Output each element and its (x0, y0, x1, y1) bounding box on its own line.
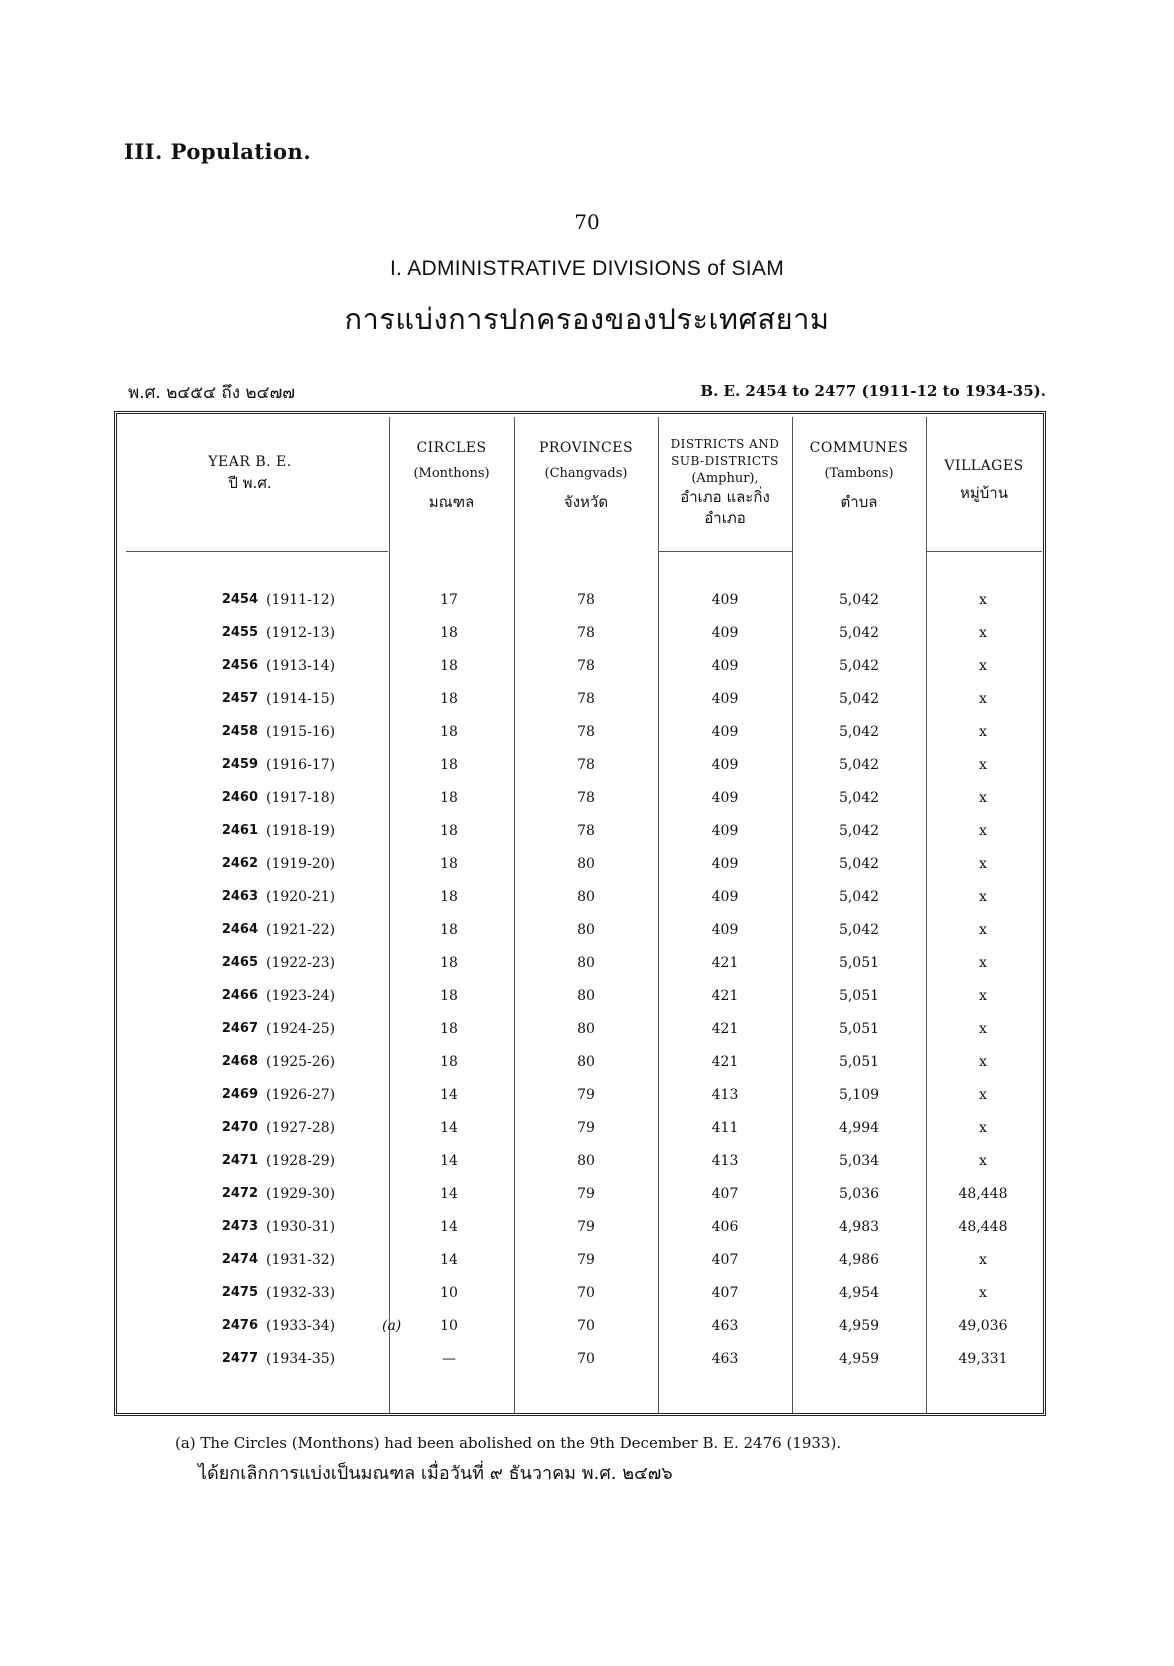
year-cell: 2467 (221, 1021, 258, 1036)
table-row (114, 988, 1046, 1021)
provinces-cell: 79 (577, 1087, 595, 1103)
districts-cell: 409 (711, 757, 739, 773)
circles-cell: 18 (440, 889, 458, 905)
header-villages (926, 458, 1042, 502)
villages-cell: 48,448 (958, 1219, 1008, 1235)
provinces-cell: 78 (577, 790, 595, 806)
table-row (114, 1285, 1046, 1318)
villages-cell: x (979, 790, 987, 806)
header-communes (792, 440, 926, 511)
provinces-cell: 78 (577, 625, 595, 641)
gregorian-year-cell: (1911-12) (266, 592, 336, 608)
communes-cell: 4,986 (838, 1252, 880, 1268)
provinces-cell: 78 (577, 724, 595, 740)
districts-cell: 409 (711, 823, 739, 839)
table-row (114, 856, 1046, 889)
year-cell: 2477 (221, 1351, 258, 1366)
districts-cell: 409 (711, 592, 739, 608)
year-cell: 2468 (221, 1054, 258, 1069)
period-english: B. E. 2454 to 2477 (1911-12 to 1934-35). (700, 382, 1046, 400)
year-cell: 2475 (221, 1285, 258, 1300)
districts-cell: 409 (711, 658, 739, 674)
gregorian-year-cell: (1913-14) (266, 658, 336, 674)
header-circles-en: CIRCLES (416, 440, 487, 456)
header-provinces-th: จังหวัด (563, 493, 609, 511)
gregorian-year-cell: (1922-23) (266, 955, 336, 971)
table-row (114, 1186, 1046, 1219)
header-year (160, 454, 340, 492)
provinces-cell: 80 (577, 889, 595, 905)
districts-cell: 409 (711, 790, 739, 806)
provinces-cell: 79 (577, 1252, 595, 1268)
header-circles-th: มณฑล (428, 493, 475, 511)
villages-cell: x (979, 988, 987, 1004)
provinces-cell: 78 (577, 658, 595, 674)
gregorian-year-cell: (1918-19) (266, 823, 336, 839)
provinces-cell: 70 (577, 1318, 595, 1334)
villages-cell: x (979, 625, 987, 641)
communes-cell: 4,983 (838, 1219, 880, 1235)
gregorian-year-cell: (1928-29) (266, 1153, 336, 1169)
table-row (114, 823, 1046, 856)
circles-cell: 18 (440, 988, 458, 1004)
provinces-cell: 78 (577, 757, 595, 773)
year-cell: 2466 (221, 988, 258, 1003)
gregorian-year-cell: (1921-22) (266, 922, 336, 938)
circles-cell: 18 (440, 823, 458, 839)
districts-cell: 421 (711, 1054, 739, 1070)
circles-cell: 10 (440, 1318, 458, 1334)
year-cell: 2454 (221, 592, 258, 607)
communes-cell: 4,959 (838, 1318, 880, 1334)
circles-cell: 18 (440, 955, 458, 971)
table-row (114, 625, 1046, 658)
year-cell: 2469 (221, 1087, 258, 1102)
villages-cell: x (979, 724, 987, 740)
communes-cell: 5,051 (838, 1021, 880, 1037)
districts-cell: 407 (711, 1285, 739, 1301)
table-row (114, 724, 1046, 757)
gregorian-year-cell: (1934-35) (266, 1351, 336, 1367)
gregorian-year-cell: (1927-28) (266, 1120, 336, 1136)
districts-cell: 409 (711, 889, 739, 905)
villages-cell: x (979, 856, 987, 872)
districts-cell: 407 (711, 1186, 739, 1202)
gregorian-year-cell: (1917-18) (266, 790, 336, 806)
villages-cell: x (979, 658, 987, 674)
districts-cell: 409 (711, 691, 739, 707)
year-cell: 2461 (221, 823, 258, 838)
year-cell: 2471 (221, 1153, 258, 1168)
districts-cell: 409 (711, 856, 739, 872)
provinces-cell: 78 (577, 691, 595, 707)
table-row (114, 1087, 1046, 1120)
villages-cell: x (979, 823, 987, 839)
table-row (114, 1054, 1046, 1087)
header-circles-paren: (Monthons) (413, 466, 490, 481)
gregorian-year-cell: (1916-17) (266, 757, 336, 773)
table-row (114, 922, 1046, 955)
provinces-cell: 80 (577, 988, 595, 1004)
gregorian-year-cell: (1912-13) (266, 625, 336, 641)
page-number: 70 (574, 210, 600, 234)
circles-cell: 18 (440, 1021, 458, 1037)
provinces-cell: 70 (577, 1351, 595, 1367)
villages-cell: x (979, 1120, 987, 1136)
communes-cell: 5,042 (838, 790, 880, 806)
year-cell: 2457 (221, 691, 258, 706)
districts-cell: 413 (711, 1153, 739, 1169)
communes-cell: 5,109 (838, 1087, 880, 1103)
communes-cell: 5,036 (838, 1186, 880, 1202)
villages-cell: x (979, 1021, 987, 1037)
gregorian-year-cell: (1925-26) (266, 1054, 336, 1070)
circles-cell: 10 (440, 1285, 458, 1301)
circles-cell: 18 (440, 625, 458, 641)
year-cell: 2458 (221, 724, 258, 739)
gregorian-year-cell: (1926-27) (266, 1087, 336, 1103)
villages-cell: x (979, 592, 987, 608)
communes-cell: 5,042 (838, 823, 880, 839)
circles-cell: 18 (440, 691, 458, 707)
circles-cell: 18 (440, 922, 458, 938)
circles-cell: 18 (440, 757, 458, 773)
year-cell: 2473 (221, 1219, 258, 1234)
year-cell: 2474 (221, 1252, 258, 1267)
table-row (114, 1153, 1046, 1186)
header-provinces-paren: (Changvads) (544, 466, 628, 481)
villages-cell: x (979, 1087, 987, 1103)
table-row (114, 757, 1046, 790)
gregorian-year-cell: (1931-32) (266, 1252, 336, 1268)
districts-cell: 421 (711, 988, 739, 1004)
table-row (114, 1252, 1046, 1285)
year-cell: 2476 (221, 1318, 258, 1333)
footnote-marker: (a) (382, 1318, 402, 1334)
header-communes-paren: (Tambons) (824, 466, 894, 481)
districts-cell: 421 (711, 955, 739, 971)
villages-cell: x (979, 1153, 987, 1169)
circles-cell: 14 (440, 1186, 458, 1202)
gregorian-year-cell: (1924-25) (266, 1021, 336, 1037)
villages-cell: x (979, 691, 987, 707)
circles-cell: 14 (440, 1087, 458, 1103)
gregorian-year-cell: (1923-24) (266, 988, 336, 1004)
communes-cell: 5,051 (838, 955, 880, 971)
villages-cell: x (979, 1285, 987, 1301)
districts-cell: 409 (711, 724, 739, 740)
villages-cell: x (979, 757, 987, 773)
header-provinces (514, 440, 658, 511)
header-rule (926, 551, 1042, 552)
provinces-cell: 80 (577, 1054, 595, 1070)
villages-cell: 48,448 (958, 1186, 1008, 1202)
gregorian-year-cell: (1930-31) (266, 1219, 336, 1235)
header-villages-th: หมู่บ้าน (960, 484, 1008, 502)
header-provinces-en: PROVINCES (538, 440, 634, 456)
communes-cell: 5,042 (838, 592, 880, 608)
villages-cell: x (979, 889, 987, 905)
circles-cell: — (442, 1351, 456, 1367)
villages-cell: x (979, 1252, 987, 1268)
districts-cell: 407 (711, 1252, 739, 1268)
districts-cell: 463 (711, 1318, 739, 1334)
section-heading: III. Population. (124, 139, 312, 164)
table-row (114, 955, 1046, 988)
circles-cell: 14 (440, 1219, 458, 1235)
provinces-cell: 80 (577, 1153, 595, 1169)
circles-cell: 18 (440, 790, 458, 806)
communes-cell: 5,034 (838, 1153, 880, 1169)
districts-cell: 411 (711, 1120, 739, 1136)
communes-cell: 4,959 (838, 1351, 880, 1367)
table-row (114, 658, 1046, 691)
circles-cell: 17 (440, 592, 458, 608)
footnote-english: (a) The Circles (Monthons) had been abolished on the 9th December B. E. 2476 (1933). (175, 1434, 842, 1452)
gregorian-year-cell: (1929-30) (266, 1186, 336, 1202)
header-communes-th: ตำบล (840, 493, 878, 511)
year-cell: 2455 (221, 625, 258, 640)
communes-cell: 4,994 (838, 1120, 880, 1136)
provinces-cell: 79 (577, 1120, 595, 1136)
villages-cell: x (979, 922, 987, 938)
year-cell: 2460 (221, 790, 258, 805)
header-districts-en2: SUB-DISTRICTS (671, 454, 779, 468)
circles-cell: 18 (440, 658, 458, 674)
communes-cell: 5,042 (838, 889, 880, 905)
provinces-cell: 79 (577, 1219, 595, 1235)
districts-cell: 413 (711, 1087, 739, 1103)
communes-cell: 5,042 (838, 658, 880, 674)
table-row (114, 592, 1046, 625)
table-row (114, 1021, 1046, 1054)
communes-cell: 5,042 (838, 625, 880, 641)
year-cell: 2464 (221, 922, 258, 937)
communes-cell: 5,042 (838, 757, 880, 773)
table-row (114, 790, 1046, 823)
header-rule (658, 551, 792, 552)
header-villages-en: VILLAGES (944, 458, 1024, 474)
communes-cell: 5,042 (838, 724, 880, 740)
villages-cell: 49,331 (958, 1351, 1008, 1367)
gregorian-year-cell: (1933-34) (266, 1318, 336, 1334)
districts-cell: 406 (711, 1219, 739, 1235)
provinces-cell: 70 (577, 1285, 595, 1301)
table-row (114, 691, 1046, 724)
provinces-cell: 80 (577, 922, 595, 938)
circles-cell: 14 (440, 1153, 458, 1169)
circles-cell: 18 (440, 856, 458, 872)
villages-cell: x (979, 1054, 987, 1070)
table-row (114, 1318, 1046, 1351)
table-row (114, 1351, 1046, 1384)
provinces-cell: 80 (577, 856, 595, 872)
gregorian-year-cell: (1932-33) (266, 1285, 336, 1301)
header-districts-th2: อำเภอ (704, 509, 746, 527)
table-body (114, 592, 1046, 1384)
provinces-cell: 79 (577, 1186, 595, 1202)
gregorian-year-cell: (1914-15) (266, 691, 336, 707)
circles-cell: 14 (440, 1252, 458, 1268)
gregorian-year-cell: (1919-20) (266, 856, 336, 872)
communes-cell: 5,042 (838, 922, 880, 938)
districts-cell: 409 (711, 625, 739, 641)
communes-cell: 4,954 (838, 1285, 880, 1301)
header-circles (389, 440, 514, 511)
table-title-thai: การแบ่งการปกครองของประเทศสยาม (344, 302, 830, 336)
header-communes-en: COMMUNES (809, 440, 909, 456)
header-rule (126, 551, 388, 552)
circles-cell: 18 (440, 1054, 458, 1070)
year-cell: 2465 (221, 955, 258, 970)
provinces-cell: 80 (577, 1021, 595, 1037)
provinces-cell: 80 (577, 955, 595, 971)
table-title-english: I. ADMINISTRATIVE DIVISIONS of SIAM (389, 257, 785, 280)
districts-cell: 421 (711, 1021, 739, 1037)
communes-cell: 5,051 (838, 988, 880, 1004)
villages-cell: x (979, 955, 987, 971)
year-cell: 2472 (221, 1186, 258, 1201)
header-year-th: ปี พ.ศ. (228, 474, 272, 492)
header-districts-th1: อำเภอ และกิ่ง (680, 488, 770, 506)
header-year-en: YEAR B. E. (208, 454, 292, 470)
year-cell: 2459 (221, 757, 258, 772)
provinces-cell: 78 (577, 592, 595, 608)
year-cell: 2462 (221, 856, 258, 871)
provinces-cell: 78 (577, 823, 595, 839)
villages-cell: 49,036 (958, 1318, 1008, 1334)
districts-cell: 463 (711, 1351, 739, 1367)
table-row (114, 1120, 1046, 1153)
gregorian-year-cell: (1915-16) (266, 724, 336, 740)
header-districts-paren: (Amphur), (691, 471, 759, 486)
footnote-thai: ได้ยกเลิกการแบ่งเป็นมณฑล เมื่อวันที่ ๙ ธันวาคม พ.ศ. ๒๔๗๖ (198, 1463, 673, 1484)
communes-cell: 5,051 (838, 1054, 880, 1070)
year-cell: 2456 (221, 658, 258, 673)
period-thai: พ.ศ. ๒๔๕๔ ถึง ๒๔๗๗ (128, 383, 296, 403)
communes-cell: 5,042 (838, 856, 880, 872)
circles-cell: 14 (440, 1120, 458, 1136)
table-row (114, 1219, 1046, 1252)
year-cell: 2470 (221, 1120, 258, 1135)
circles-cell: 18 (440, 724, 458, 740)
table-row (114, 889, 1046, 922)
gregorian-year-cell: (1920-21) (266, 889, 336, 905)
header-districts-en1: DISTRICTS AND (670, 437, 780, 451)
year-cell: 2463 (221, 889, 258, 904)
districts-cell: 409 (711, 922, 739, 938)
communes-cell: 5,042 (838, 691, 880, 707)
header-districts (658, 436, 792, 527)
